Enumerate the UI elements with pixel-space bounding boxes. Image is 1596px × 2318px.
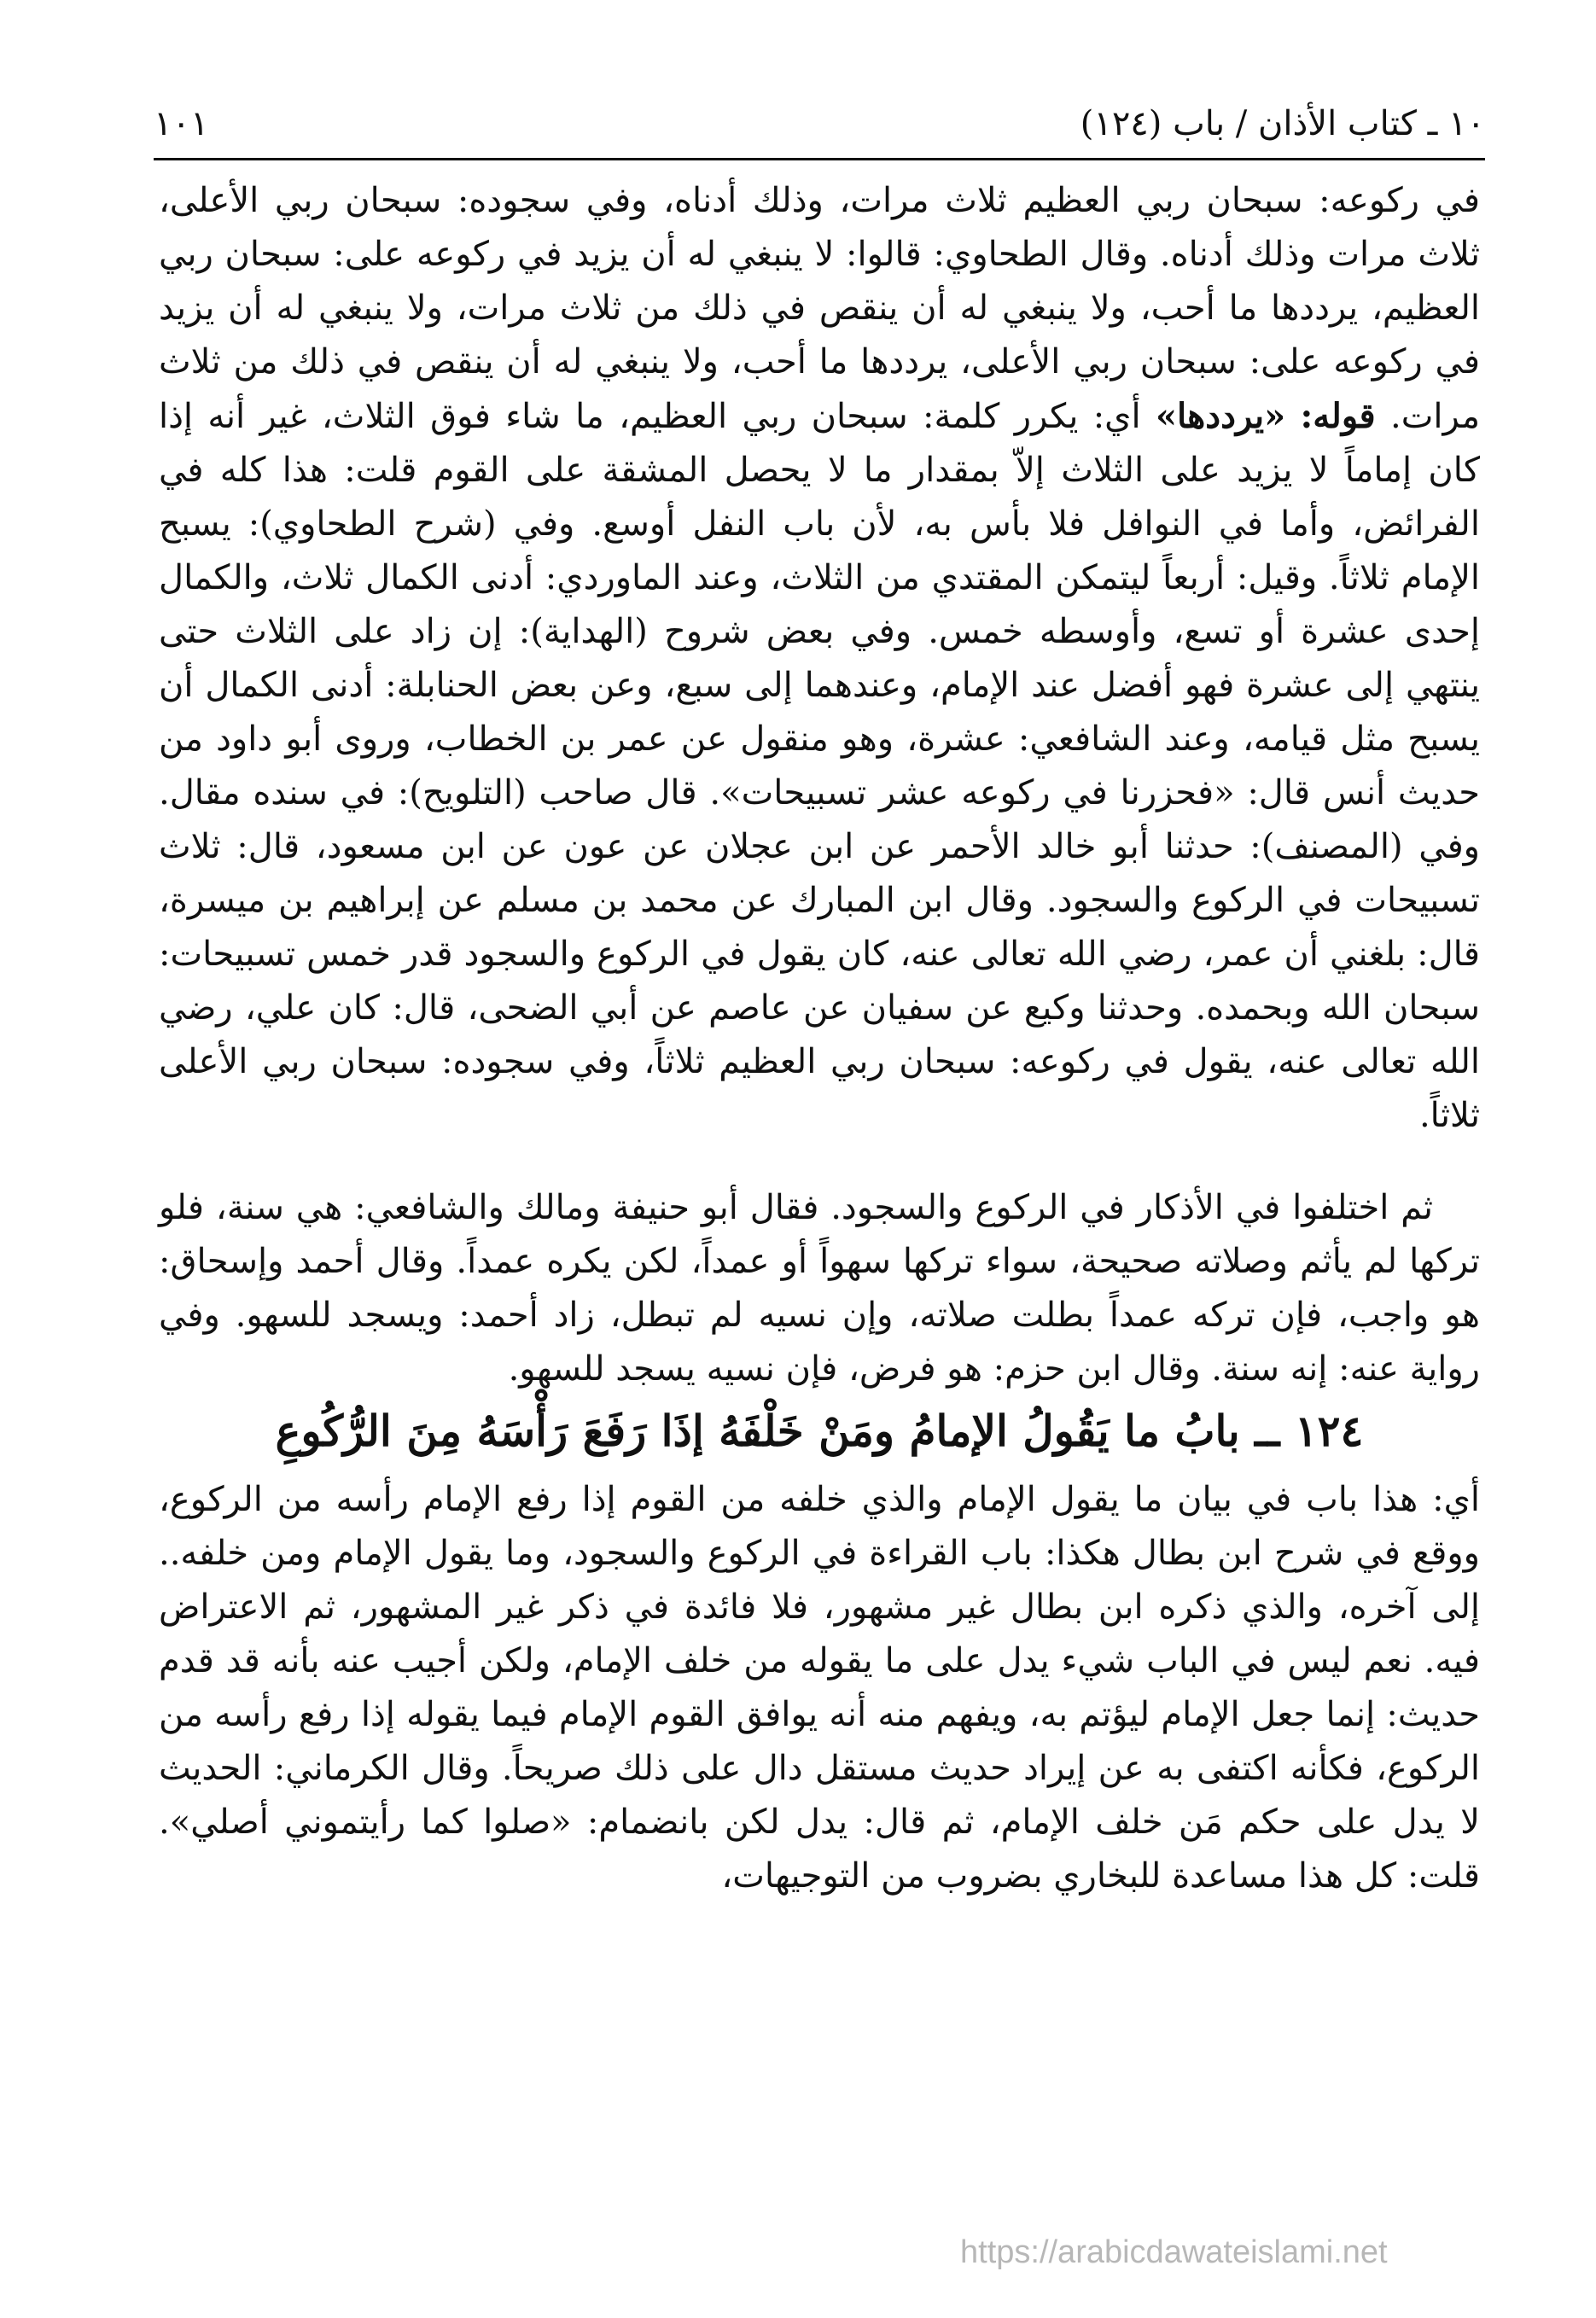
chapter-paragraph: أي: هذا باب في بيان ما يقول الإمام والذي خلفه من القوم إذا رفع الإمام رأسه من الركوع، ووقع في شرح ابن بطال هكذا: باب القراءة في الركوع والسجود، وما يقول الإمام ومن خلفه.. إلى آخره، والذي ذكره ابن بطال غير مشهور، فلا فائدة في ذكر غير المشهور، ثم الاعتراض فيه. نعم ليس في الباب شيء يدل على ما يقوله من خلف الإمام، ولكن أجيب عنه بأنه قد قدم حديث: إنما جعل الإمام ليؤتم به، ويفهم منه أنه يوافق القوم الإمام فيما يقوله إذا رفع رأسه من الركوع، فكأنه اكتفى به عن إيراد حديث مستقل دال على ذلك صريحاً. وقال الكرماني: الحديث لا يدل على حكم مَن خلف الإمام، ثم قال: يدل لكن بانضمام: «صلوا كما رأيتموني أصلي». قلت: كل هذا مساعدة للبخاري بضروب من التوجيهات،: [159, 1480, 1481, 1896]
commentary-paragraph: [159, 174, 1480, 1143]
watermark-url: https://arabicdawateislami.net: [960, 2234, 1388, 2270]
running-title: ١٠ ـ كتاب الأذان / باب (١٢٤): [1080, 104, 1485, 143]
page-number: ١٠١: [154, 104, 209, 143]
kawluh-quote: «يرددها»: [1155, 396, 1286, 436]
commentary-text: في ركوعه: سبحان ربي العظيم ثلاث مرات، وذلك أدناه، وفي سجوده: سبحان ربي الأعلى، ثلاث مرات وذلك أدناه. وقال الطحاوي: قالوا: لا ينبغي له أن يزيد في ركوعه على: سبحان ربي العظيم، يرددها ما أحب، ولا ينبغي له أن ينقص في ذلك من ثلاث مرات، ولا ينبغي له أن يزيد في ركوعه على: سبحان ربي الأعلى، يرددها ما أحب، ولا ينبغي له أن ينقص في ذلك من ثلاث مرات.: [159, 181, 1480, 436]
header-rule: [154, 158, 1485, 160]
chapter-heading: ١٢٤ ــ بابُ ما يَقُولُ الإمامُ ومَنْ خَلْفَهُ إذَا رَفَعَ رَأْسَهُ مِنَ الرُّكُوعِ: [275, 1406, 1364, 1456]
page-body: [159, 174, 1480, 1903]
page-header: [154, 94, 1485, 154]
commentary-text-continued: أي: يكرر كلمة: سبحان ربي العظيم، ما شاء فوق الثلاث، غير أنه إذا كان إماماً لا يزيد على الثلاث إلاّ بمقدار ما لا يحصل المشقة على القوم قلت: هذا كله في الفرائض، وأما في النوافل فلا بأس به، لأن باب النفل أوسع. وفي (شرح الطحاوي): يسبح الإمام ثلاثاً. وقيل: أربعاً ليتمكن المقتدي من الثلاث، وعند الماوردي: أدنى الكمال ثلاث، والكمال إحدى عشرة أو تسع، وأوسطه خمس. وفي بعض شروح (الهداية): إن زاد على الثلاث حتى ينتهي إلى عشرة فهو أفضل عند الإمام، وعندهما إلى سبع، وعن بعض الحنابلة: أدنى الكمال أن يسبح مثل قيامه، وعند الشافعي: عشرة، وهو منقول عن عمر بن الخطاب، وروى أبو داود من حديث أنس قال: «فحزرنا في ركوعه عشر تسبيحات». قال صاحب (التلويح): في سنده مقال. وفي (المصنف): حدثنا أبو خالد الأحمر عن ابن عجلان عن عون عن ابن مسعود، قال: ثلاث تسبيحات في الركوع والسجود. وقال ابن المبارك عن محمد بن مسلم عن إبراهيم بن ميسرة، قال: بلغني أن عمر، رضي الله تعالى عنه، كان يقول في الركوع والسجود قدر خمس تسبيحات: سبحان الله وبحمده. وحدثنا وكيع عن سفيان عن عاصم عن أبي الضحى، قال: كان علي، رضي الله تعالى عنه، يقول في ركوعه: سبحان ربي العظيم ثلاثاً، وفي سجوده: سبحان ربي الأعلى ثلاثاً.: [159, 397, 1480, 1135]
kawluh-label: قوله:: [1300, 396, 1376, 436]
adhkar-paragraph: ثم اختلفوا في الأذكار في الركوع والسجود. فقال أبو حنيفة ومالك والشافعي: هي سنة، فلو تركها لم يأثم وصلاته صحيحة، سواء تركها سهواً أو عمداً، لكن يكره عمداً. وقال أحمد وإسحاق: هو واجب، فإن تركه عمداً بطلت صلاته، وإن نسيه لم تبطل، زاد أحمد: ويسجد للسهو. وفي رواية عنه: إنه سنة. وقال ابن حزم: هو فرض، فإن نسيه يسجد للسهو.: [159, 1188, 1480, 1389]
paragraph-gap: [159, 1143, 1480, 1181]
